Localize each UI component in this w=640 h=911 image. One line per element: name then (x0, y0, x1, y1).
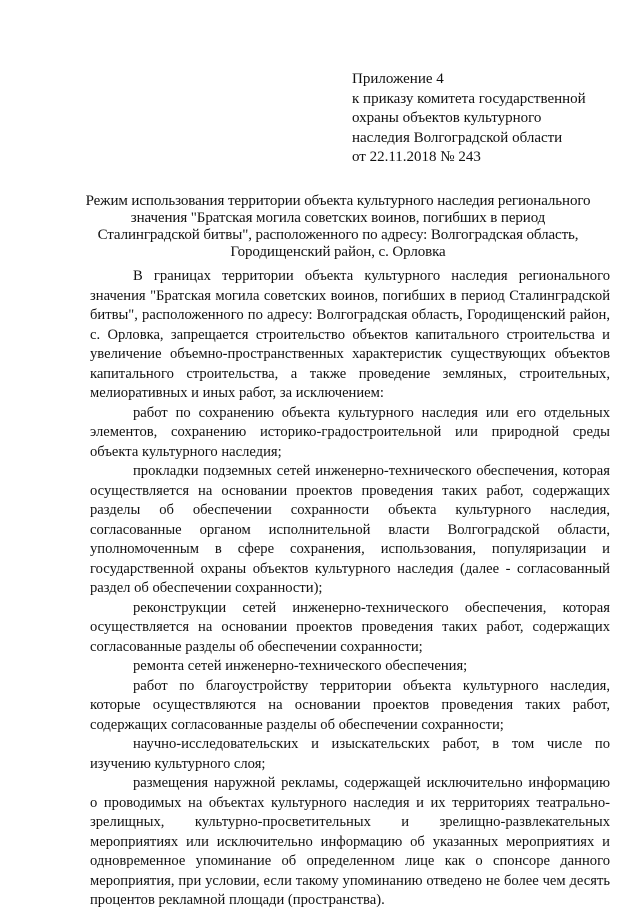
body-paragraph: работ по благоустройству территории объекта культурного наследия, которые осуществляются на основании проектов проведения таких работ, содержащих согласованные разделы об обеспечении сохранности; (90, 677, 610, 733)
annex-date: от 22.11.2018 № 243 (352, 149, 481, 165)
title-line: Городищенский район, с. Орловка (230, 244, 446, 260)
body-paragraph: работ по сохранению объекта культурного наследия или его отдельных элементов, сохранению историко-градостроительной или природной среды объекта культурного наследия; (90, 404, 610, 460)
body-paragraph: размещения наружной рекламы, содержащей исключительно информацию о проводимых на объектах культурного наследия и их территориях театрально-зрелищных, культурно-просветительных и зрелищно-развлекательных мероприятиях или исключительно информацию об указанных мероприятиях и одновременное упоминание об определенном лице как о спонсоре данного мероприятия, при условии, если такому упоминанию отведено не более чем десять процентов рекламной площади (пространства). (90, 775, 610, 908)
title-line: Режим использования территории объекта культурного наследия регионального (85, 193, 591, 209)
body-paragraph: научно-исследовательских и изыскательских работ, в том числе по изучению культурного слоя; (90, 736, 610, 772)
body-paragraph: реконструкции сетей инженерно-технического обеспечения, которая осуществляется на основании проектов проведения таких работ, содержащих согласованные разделы об обеспечении сохранности; (90, 599, 610, 655)
annex-authority: наследия Волгоградской области (352, 129, 563, 146)
document-body (90, 267, 610, 911)
title-line: Сталинградской битвы", расположенного по адресу: Волгоградская область, (97, 227, 579, 243)
body-paragraph: В границах территории объекта культурного наследия регионального значения "Братская могила советских воинов, погибших в период Сталинградской битвы", расположенного по адресу: Волгоградская область, Городищенский район, с. Орловка, запрещается строительство объектов капитального строительства и увеличение объемно-пространственных характеристик существующих объектов капитального строительства, а также проведение земляных, строительных, мелиоративных и иных работ, за исключением: (90, 268, 610, 401)
document-title (78, 193, 598, 261)
title-line: значения "Братская могила советских воинов, погибших в период (130, 210, 546, 226)
body-paragraph: ремонта сетей инженерно-технического обеспечения; (133, 658, 468, 674)
annex-number: Приложение 4 (352, 71, 444, 87)
annex-order-ref-cont: охраны объектов культурного (352, 110, 542, 126)
body-paragraph: прокладки подземных сетей инженерно-технического обеспечения, которая осуществляется на основании проектов проведения таких работ, содержащих разделы об обеспечении сохранности объекта культурного наследия, согласованные органом исполнительной власти Волгоградской области, уполномоченным в сфере сохранения, использования, популяризации и государственной охраны объектов культурного наследия (далее - согласованный раздел об обеспечении сохранности); (90, 463, 610, 596)
annex-order-ref: к приказу комитета государственной (352, 90, 586, 107)
annex-header (352, 70, 612, 168)
